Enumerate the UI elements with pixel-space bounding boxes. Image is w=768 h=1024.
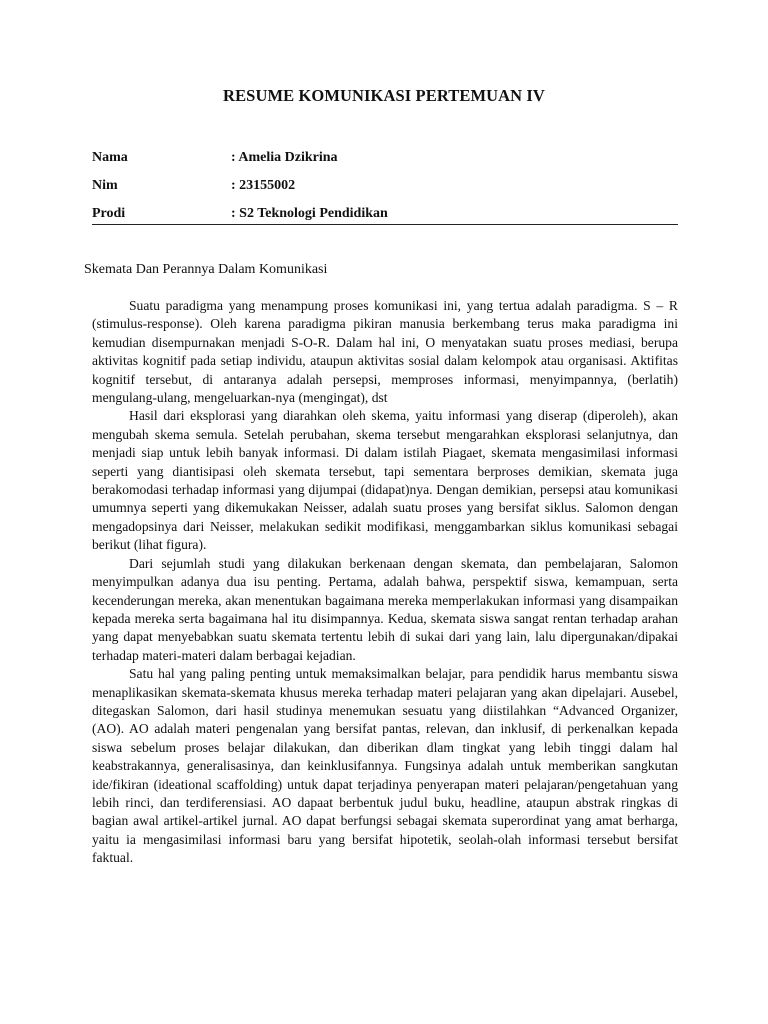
info-label: Nim — [92, 178, 118, 193]
info-row-nim — [92, 178, 678, 206]
paragraph: Satu hal yang paling penting untuk memaksimalkan belajar, para pendidik harus membantu siswa menaplikasikan skemata-skemata khusus mereka terhadap materi pelajaran yang akan dipelajari. Ausebel, ditegaskan Salomon, dari hasil studinya menemukan sesuatu yang diistilahkan “Advanced Organizer, (AO). AO adalah materi pengenalan yang bersifat pantas, relevan, dan inklusif, di perkenalkan kepada siswa sebelum proses belajar dilakukan, dan diberikan dlam tingkat yang lebih tinggi dalam hal keabstrakannya, generalisasinya, dan keinklusifannya. Fungsinya adalah untuk memberikan sangkutan ide/fikiran (ideational scaffolding) untuk dapat terjadinya penyerapan materi pelajaran/pengetahuan yang lebih rinci, dan terdiferensiasi. AO dapaat berbentuk judul buku, headline, ataupun abstrak ringkas di bagian awal artikel-artikel jurnal. AO dapat berfungsi sebagai skemata superordinat yang amat berharga, yaitu ia mengasimilasi informasi baru yang bersifat hipotetik, seolah-olah informasi tersebut bersifat faktual. — [92, 666, 678, 866]
info-value: : 23155002 — [231, 178, 296, 193]
info-row-prodi — [92, 206, 678, 234]
section-title: Skemata Dan Perannya Dalam Komunikasi — [84, 262, 328, 277]
page-title: RESUME KOMUNIKASI PERTEMUAN IV — [223, 86, 545, 105]
student-info — [92, 150, 678, 234]
paragraph: Suatu paradigma yang menampung proses komunikasi ini, yang tertua adalah paradigma. S – R (stimulus-response). Oleh karena paradigma pikiran manusia berkembang terus maka paradigma ini kemudian disempurnakan menjadi S-O-R. Dalam hal ini, O menyatakan suatu proses mediasi, berupa aktivitas kognitif pada setiap individu, ataupun aktivitas sosial dalam kelompok atau organisasi. Aktifitas kognitif tersebut, di antaranya adalah persepsi, memproses informasi, menyimpannya, (berlatih) mengulang-ulang, mengeluarkan-nya (mengingat), dst — [92, 298, 678, 406]
info-label: Nama — [92, 150, 128, 165]
info-label: Prodi — [92, 206, 126, 221]
document-body — [92, 297, 678, 868]
paragraph: Hasil dari eksplorasi yang diarahkan oleh skema, yaitu informasi yang diserap (diperoleh), akan mengubah skema semula. Setelah perubahan, skema tersebut mengarahkan eksplorasi selanjutnya, dan menjadi siap untuk lebih banyak informasi. Di dalam istilah Piagaet, skemata mengasimilasi informasi seperti yang diantisipasi oleh skemata tersebut, tapi sementara berproses demikian, skemata juga berakomodasi terhadap informasi yang dijumpai (didapat)nya. Dengan demikian, persepsi atau komunikasi umumnya seperti yang dikemukakan Neisser, adalah suatu proses yang bersifat siklus. Salomon dengan mengadopsinya dari Neisser, melakukan sedikit modifikasi, menggambarkan siklus komunikasi sebagai berikut (lihat figura). — [92, 408, 678, 553]
info-value: : Amelia Dzikrina — [231, 150, 338, 165]
info-row-name — [92, 150, 678, 178]
horizontal-divider — [92, 224, 678, 225]
info-value: : S2 Teknologi Pendidikan — [231, 206, 388, 221]
paragraph: Dari sejumlah studi yang dilakukan berkenaan dengan skemata, dan pembelajaran, Salomon menyimpulkan adanya dua isu penting. Pertama, adalah bahwa, perspektif siswa, kemampuan, serta kecenderungan mereka, akan menentukan bagaimana mereka memperlakukan informasi yang disampaikan kepada mereka serta bagaimana hal itu disimpannya. Kedua, skemata siswa sangat rentan terhadap arahan yang dapat menyebabkan suatu skemata tertentu lebih di sukai dari yang lain, lalu dipergunakan/dipakai terhadap materi-materi dalam berbagai kejadian. — [92, 555, 678, 663]
